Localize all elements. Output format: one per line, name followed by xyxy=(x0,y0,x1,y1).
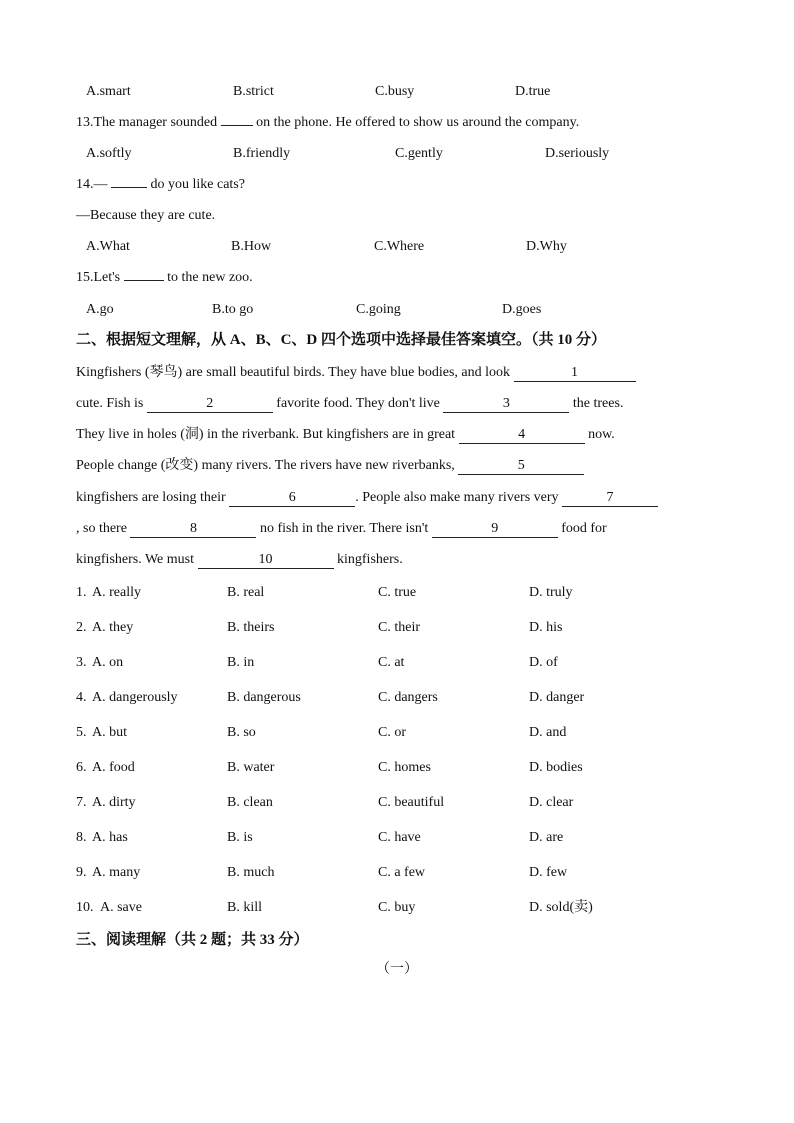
option-b: B.to go xyxy=(212,302,254,317)
passage-line: kingfishers are losing their 6 . People also make many rivers very 7 xyxy=(76,488,722,508)
answer-blank xyxy=(111,187,147,188)
option-b: B. dangerous xyxy=(227,690,301,705)
option-b: B. kill xyxy=(227,900,263,915)
section-2-heading: 二、根据短文理解，从 A、B、C、D 四个选项中选择最佳答案填空。（共 10 分） xyxy=(76,332,607,348)
option-a: A.go xyxy=(86,302,114,317)
option-c: C. at xyxy=(378,655,405,670)
option-b: B. real xyxy=(227,585,265,600)
question-number: 5. xyxy=(76,725,87,740)
option-d: D. danger xyxy=(529,690,585,705)
blank-4: 4 xyxy=(459,427,585,444)
option-b: B. is xyxy=(227,830,253,845)
option-a: A.What xyxy=(86,239,130,254)
option-a: A.smart xyxy=(86,84,131,99)
option-c: C. dangers xyxy=(378,690,438,705)
option-a: A. but xyxy=(92,725,127,740)
option-c: C. their xyxy=(378,620,420,635)
passage-line: They live in holes (洞) in the riverbank. But kingfishers are in great 4 now. xyxy=(76,427,615,442)
passage-line: , so there 8 no fish in the river. There isn't 9 food for xyxy=(76,521,607,536)
question-number: 3. xyxy=(76,655,87,670)
option-d: D. truly xyxy=(529,585,573,600)
blank-8: 8 xyxy=(130,521,256,538)
option-c: C. a few xyxy=(378,865,426,880)
option-d: D.Why xyxy=(526,239,567,254)
option-c: C. have xyxy=(378,830,421,845)
option-c: C. true xyxy=(378,585,417,600)
option-d: D. bodies xyxy=(529,760,583,775)
option-d: D.seriously xyxy=(545,146,610,161)
question-number: 7. xyxy=(76,795,87,810)
option-c: C.busy xyxy=(375,84,415,99)
option-c: C. homes xyxy=(378,760,431,775)
option-b: B. much xyxy=(227,865,275,880)
passage-line: cute. Fish is 2 favorite food. They don't live 3 the trees. xyxy=(76,396,624,411)
question-number: 2. xyxy=(76,620,87,635)
option-a: A. many xyxy=(92,865,141,880)
blank-2: 2 xyxy=(147,396,273,413)
option-b: B.strict xyxy=(233,84,274,99)
option-d: D. few xyxy=(529,865,568,880)
option-c: C.Where xyxy=(374,239,425,254)
question-15: 15.Let's to the new zoo. xyxy=(76,270,253,285)
blank-6: 6 xyxy=(229,490,355,507)
blank-7: 7 xyxy=(562,490,658,507)
option-b: B.friendly xyxy=(233,146,291,161)
option-a: A. on xyxy=(92,655,124,670)
option-b: B. so xyxy=(227,725,256,740)
option-d: D. and xyxy=(529,725,567,740)
option-b: B. clean xyxy=(227,795,273,810)
blank-10: 10 xyxy=(198,552,334,569)
option-a: A. has xyxy=(92,830,128,845)
option-a: A. food xyxy=(92,760,135,775)
option-b: B. theirs xyxy=(227,620,275,635)
option-d: D.true xyxy=(515,84,551,99)
option-d: D. are xyxy=(529,830,564,845)
option-c: C. buy xyxy=(378,900,416,915)
section-3-subheading: （一） xyxy=(376,962,418,977)
blank-9: 9 xyxy=(432,521,558,538)
option-d: D. sold(卖) xyxy=(529,900,593,915)
option-b: B. water xyxy=(227,760,275,775)
question-13: 13.The manager sounded on the phone. He offered to show us around the company. xyxy=(76,115,580,130)
option-a: A. dirty xyxy=(92,795,136,810)
option-a: A. really xyxy=(92,585,141,600)
question-number: 6. xyxy=(76,760,87,775)
option-b: B. in xyxy=(227,655,255,670)
answer-blank xyxy=(221,125,253,126)
option-d: D. of xyxy=(529,655,558,670)
option-d: D. clear xyxy=(529,795,574,810)
option-b: B.How xyxy=(231,239,272,254)
passage-line: kingfishers. We must 10 kingfishers. xyxy=(76,552,403,567)
option-a: A. they xyxy=(92,620,134,635)
blank-3: 3 xyxy=(443,396,569,413)
passage-line: People change (改变) many rivers. The rivers have new riverbanks, 5 xyxy=(76,456,722,476)
option-c: C.going xyxy=(356,302,401,317)
option-d: D. his xyxy=(529,620,563,635)
question-number: 8. xyxy=(76,830,87,845)
answer-blank xyxy=(124,280,164,281)
question-number: 1. xyxy=(76,585,87,600)
blank-1: 1 xyxy=(514,365,636,382)
blank-5: 5 xyxy=(458,458,584,475)
question-number: 4. xyxy=(76,690,87,705)
question-number: 9. xyxy=(76,865,87,880)
question-number: 10. xyxy=(76,900,94,915)
option-c: C.gently xyxy=(395,146,443,161)
option-a: A.softly xyxy=(86,146,132,161)
option-a: A. dangerously xyxy=(92,690,178,705)
option-a: A. save xyxy=(100,900,142,915)
option-d: D.goes xyxy=(502,302,542,317)
option-c: C. beautiful xyxy=(378,795,445,810)
passage-line: Kingfishers (琴鸟) are small beautiful birds. They have blue bodies, and look 1 xyxy=(76,363,722,383)
section-3-heading: 三、阅读理解（共 2 题；共 33 分） xyxy=(76,932,309,948)
question-14: 14.— do you like cats? xyxy=(76,177,245,192)
option-c: C. or xyxy=(378,725,406,740)
question-14-response: —Because they are cute. xyxy=(76,208,216,223)
